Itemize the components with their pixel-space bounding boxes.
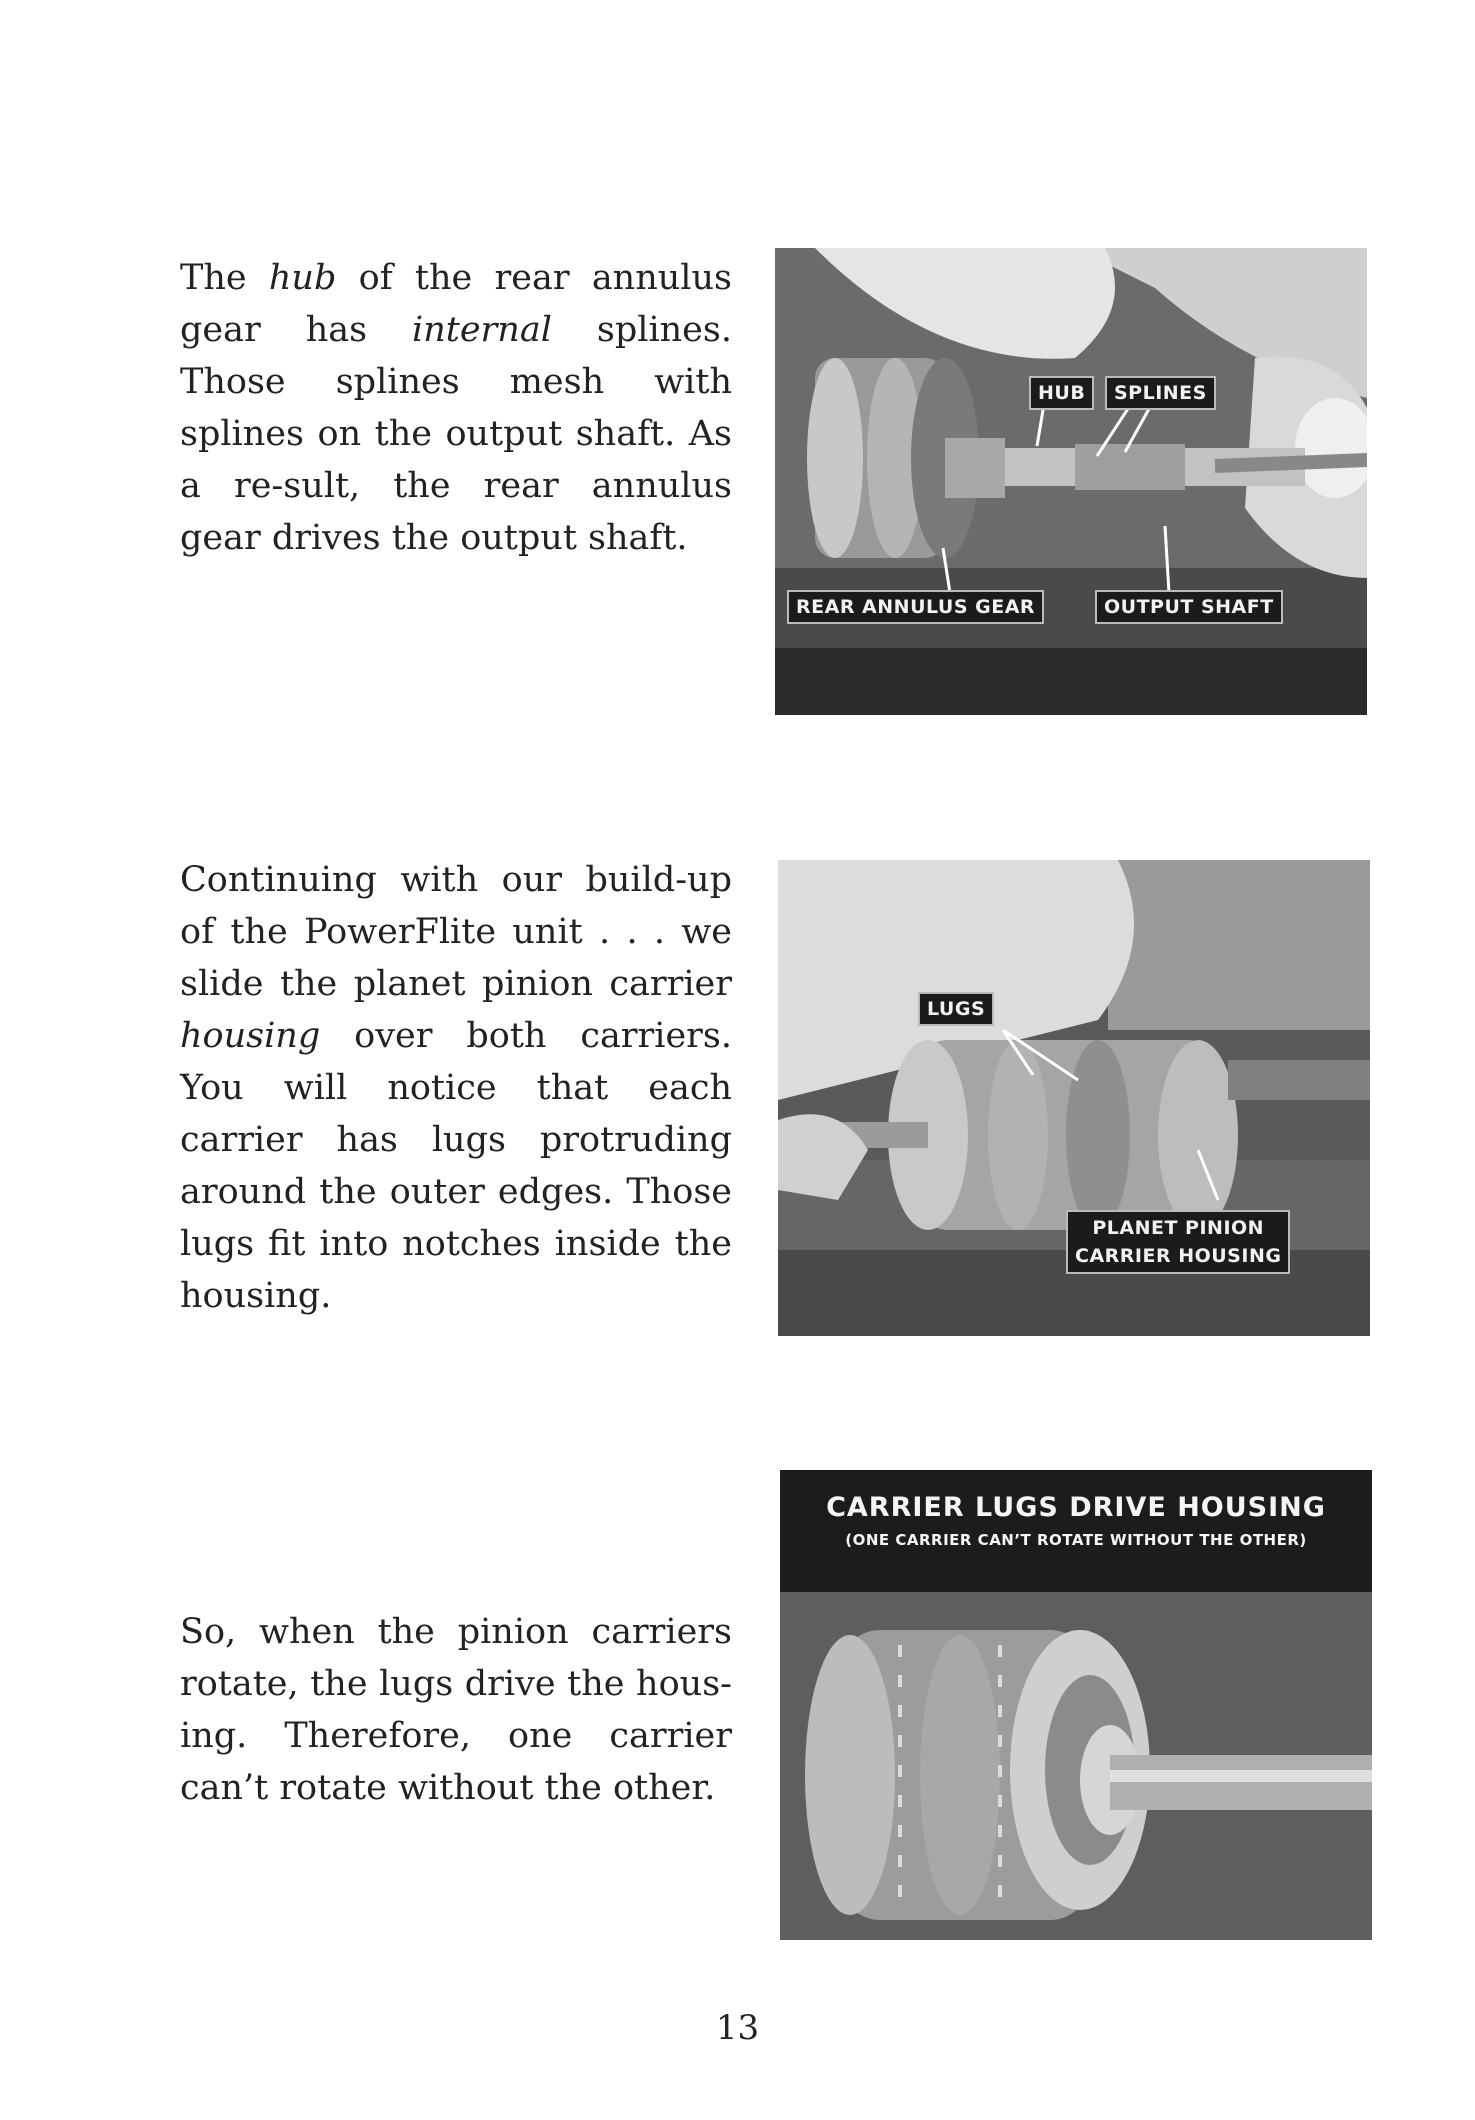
banner-title: CARRIER LUGS DRIVE HOUSING [826,1492,1326,1523]
label-lugs: LUGS [918,992,994,1026]
paragraph-hub-splines: The hub of the rear annulus gear has internal splines. Those splines mesh with splines on the output shaft. As a re-sult, the rear annulus gear drives the output shaft. [180,258,733,558]
label-hub: HUB [1029,376,1094,410]
paragraph-lugs-drive-housing: So, when the pinion carriers rotate, the lugs drive the hous-ing. Therefore, one carrier can’t rotate without the other. [180,1612,732,1808]
page-number: 13 [715,2008,760,2048]
photo-banner [780,1470,1372,1592]
photo-rear-annulus-gear [775,248,1367,715]
emphasis-internal: internal [412,310,552,350]
photo-carrier-lugs-drive-housing [780,1470,1372,1940]
label-output-shaft: OUTPUT SHAFT [1095,590,1283,624]
label-rear-annulus-gear: REAR ANNULUS GEAR [787,590,1044,624]
photo-rear-annulus-gear-illustration [775,248,1367,715]
label-splines: SPLINES [1105,376,1216,410]
label-planet-pinion-carrier-housing: PLANET PINION CARRIER HOUSING [1066,1210,1290,1274]
banner-subtitle: (ONE CARRIER CAN’T ROTATE WITHOUT THE OTHER) [845,1531,1307,1549]
paragraph-carrier-housing: Continuing with our build-up of the PowerFlite unit . . . we slide the planet pinion carrier housing over both carriers. You will notice that each carrier has lugs protruding around the outer edges. Those lugs fit into notches inside the housing. [180,860,732,1316]
emphasis-hub: hub [268,258,337,298]
photo-planet-pinion-carrier-housing [778,860,1370,1336]
emphasis-housing: housing [180,1016,321,1056]
